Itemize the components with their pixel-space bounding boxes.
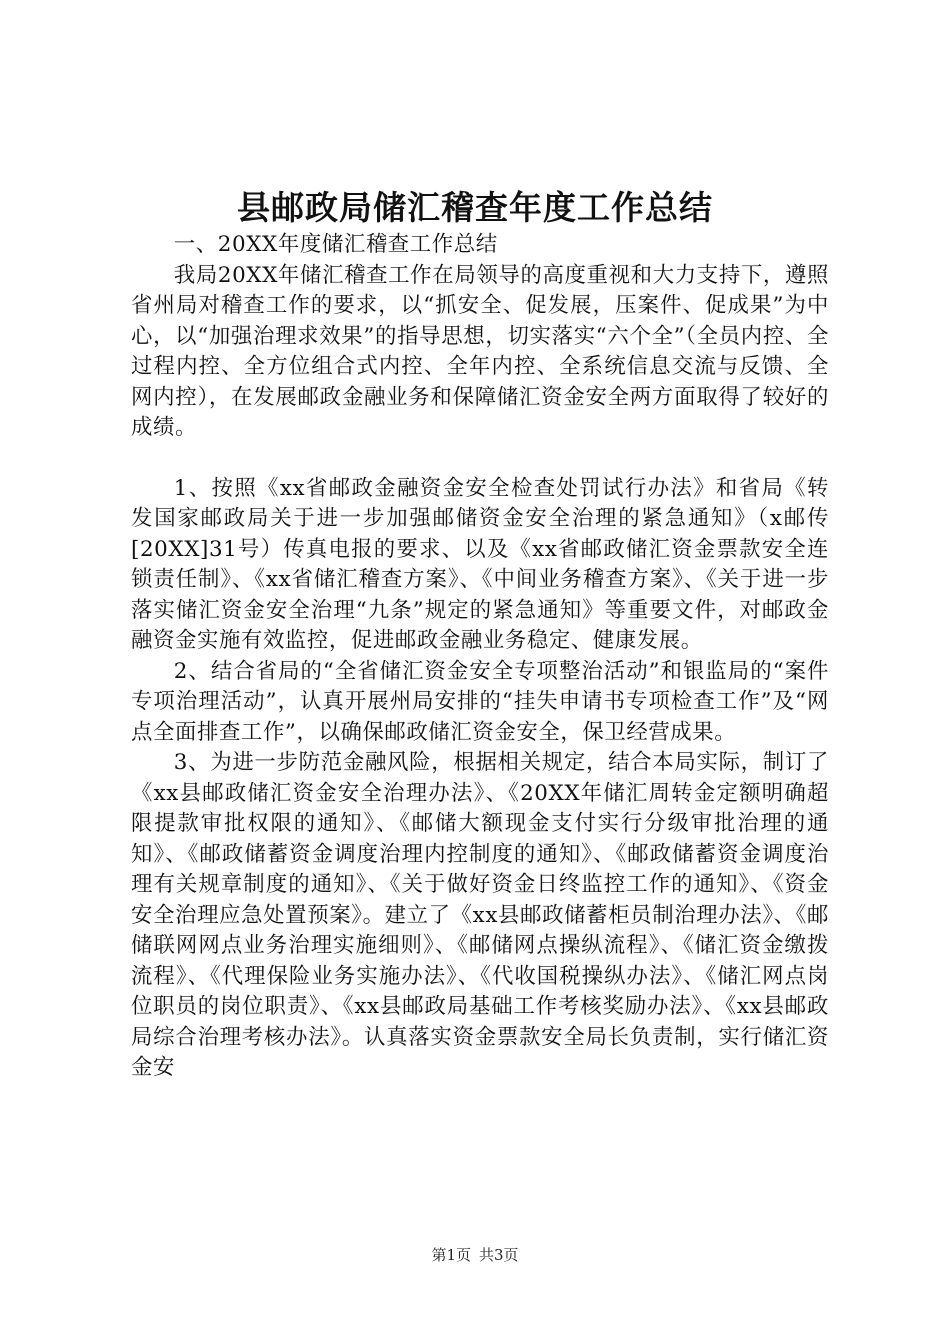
document-body — [131, 230, 829, 1084]
item-1-paragraph: 1、按照《xx省邮政金融资金安全检查处罚试行办法》和省局《转发国家邮政局关于进一步加强邮储资金安全治理的紧急通知》（x邮传[20XX]31号）传真电报的要求、以及《xx省邮政储汇资金票款安全连锁责任制》、《xx省储汇稽查方案》、《中间业务稽查方案》、《关于进一步落实储汇资金安全治理“九条”规定的紧急通知》等重要文件，对邮政金融资金实施有效监控，促进邮政金融业务稳定、健康发展。 — [131, 475, 829, 653]
document-title: 县邮政局储汇稽查年度工作总结 — [237, 188, 713, 227]
intro-paragraph: 我局20XX年储汇稽查工作在局领导的高度重视和大力支持下，遵照省州局对稽查工作的要求，以“抓安全、促发展，压案件、促成果”为中心，以“加强治理求效果”的指导思想，切实落实“六个全”（全员内控、全过程内控、全方位组合式内控、全年内控、全系统信息交流与反馈、全网内控），在发展邮政金融业务和保障储汇资金安全两方面取得了较好的成绩。 — [131, 262, 829, 440]
paragraph-spacer — [131, 444, 829, 474]
item-3-paragraph: 3、为进一步防范金融风险，根据相关规定，结合本局实际，制订了《xx县邮政储汇资金安全治理办法》、《20XX年储汇周转金定额明确超限提款审批权限的通知》、《邮储大额现金支付实行分级审批治理的通知》、《邮政储蓄资金调度治理内控制度的通知》、《邮政储蓄资金调度治理有关规章制度的通知》、《关于做好资金日终监控工作的通知》、《资金安全治理应急处置预案》。建立了《xx县邮政储蓄柜员制治理办法》、《邮储联网网点业务治理实施细则》、《邮储网点操纵流程》、《储汇资金缴拨流程》、《代理保险业务实施办法》、《代收国税操纵办法》、《储汇网点岗位职员的岗位职责》、《xx县邮政局基础工作考核奖励办法》、《xx县邮政局综合治理考核办法》。认真落实资金票款安全局长负责制，实行储汇资金安 — [131, 750, 829, 1080]
section-heading: 一、20XX年度储汇稽查工作总结 — [173, 232, 498, 257]
page-number: 第1页 — [431, 1246, 471, 1264]
item-2-paragraph: 2、结合省局的“全省储汇资金安全专项整治活动”和银监局的“案件专项治理活动”，认真开展州局安排的“挂失申请书专项检查工作”及“网点全面排查工作”，以确保邮政储汇资金安全，保卫经营成果。 — [131, 658, 829, 745]
page-total: 共3页 — [479, 1246, 519, 1264]
page-footer — [0, 1245, 950, 1265]
